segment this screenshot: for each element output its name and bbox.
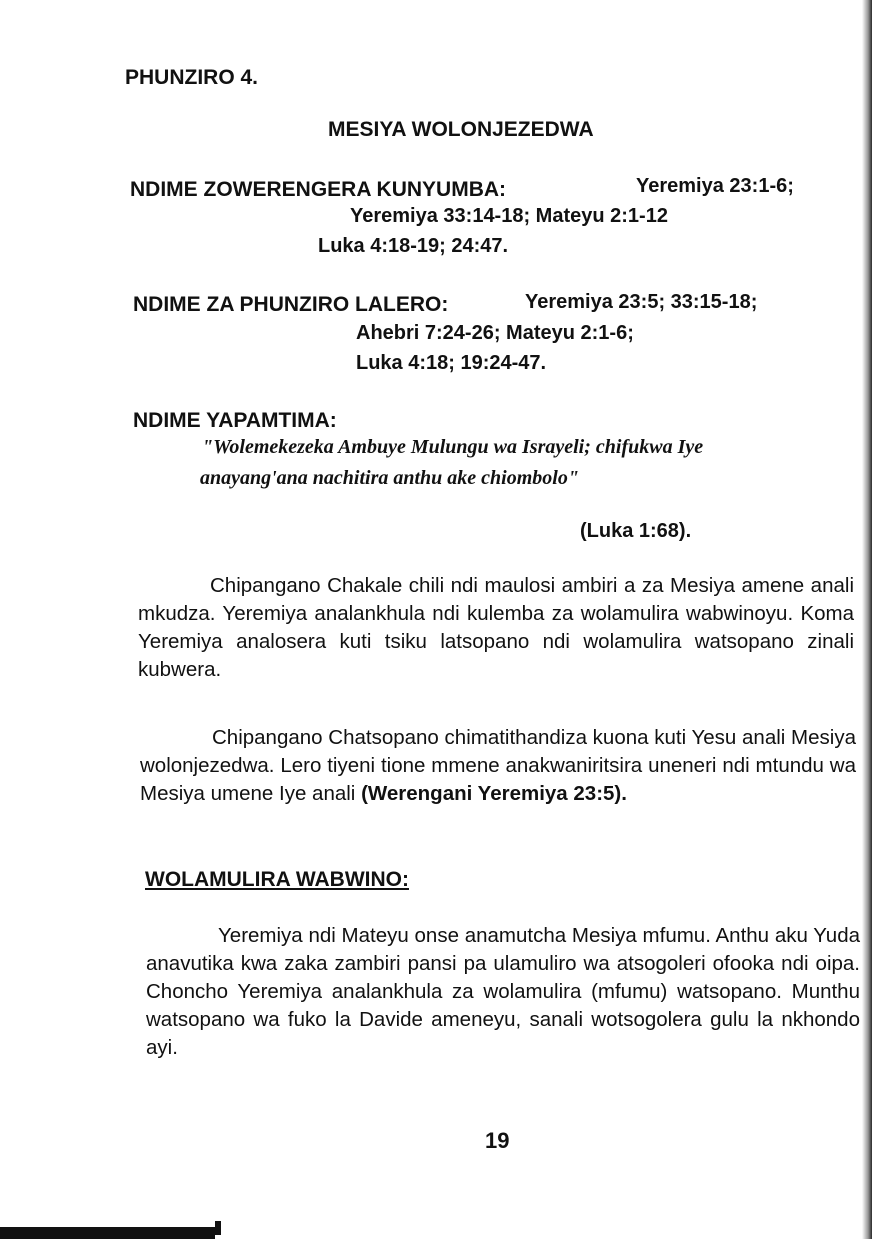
paragraph-new-testament-text: Chipangano Chatsopano chimatithandiza kuona kuti Yesu anali Mesiya wolonjezedwa. Lero tiyeni tione mmene anakwaniritsira uneneri ndi mtundu wa Mesiya umene Iye anali bbox=[140, 726, 856, 805]
memory-verse-quote-line2: anayang'ana nachitira anthu ake chiombolo" bbox=[200, 467, 579, 489]
paragraph-good-ruler-text: Yeremiya ndi Mateyu onse anamutcha Mesiya mfumu. Anthu aku Yuda anavutika kwa zaka zambiri pansi pa ulamuliro wa atsogoleri ofooka ndi oipa. Choncho Yeremiya analankhula za wolamulira (mfumu) watsopano. Munthu watsopano wa fuko la Davide ameneyu, sanali wotsogolera gulu la nkhondo ayi. bbox=[146, 924, 860, 1059]
memory-verse-quote-line1: "Wolemekezeka Ambuye Mulungu wa Israyeli; chifukwa Iye bbox=[202, 436, 704, 458]
background-readings-line3: Luka 4:18-19; 24:47. bbox=[318, 235, 509, 257]
page-number: 19 bbox=[485, 1128, 510, 1153]
main-title: MESIYA WOLONJEZEDWA bbox=[328, 118, 594, 141]
scan-mark-bottom bbox=[215, 1221, 221, 1235]
paragraph-old-testament bbox=[138, 572, 854, 684]
paragraph-old-testament-text: Chipangano Chakale chili ndi maulosi ambiri a za Mesiya amene anali mkudza. Yeremiya analankhula ndi kulemba za wolamulira wabwinoyu. Koma Yeremiya analosera kuti tsiku latsopano ndi wolamulira watsopano zinali kubwera. bbox=[138, 574, 854, 681]
scan-shadow-bottom bbox=[0, 1227, 215, 1239]
lesson-texts-line2: Ahebri 7:24-26; Mateyu 2:1-6; bbox=[356, 322, 634, 344]
paragraph-good-ruler bbox=[146, 922, 860, 1062]
lesson-title: PHUNZIRO 4. bbox=[125, 66, 259, 89]
memory-verse-label: NDIME YAPAMTIMA: bbox=[133, 409, 337, 432]
paragraph-new-testament bbox=[140, 724, 856, 808]
lesson-texts-line3: Luka 4:18; 19:24-47. bbox=[356, 352, 547, 374]
good-ruler-heading: WOLAMULIRA WABWINO: bbox=[145, 868, 409, 891]
lesson-texts-line1: Yeremiya 23:5; 33:15-18; bbox=[525, 291, 758, 313]
paragraph-new-testament-reference: (Werengani Yeremiya 23:5). bbox=[361, 782, 627, 805]
background-readings-line2: Yeremiya 33:14-18; Mateyu 2:1-12 bbox=[350, 205, 668, 227]
memory-verse-reference: (Luka 1:68). bbox=[580, 520, 692, 542]
scan-shadow-right bbox=[862, 0, 872, 1239]
background-readings-line1: Yeremiya 23:1-6; bbox=[636, 175, 794, 197]
background-readings-label: NDIME ZOWERENGERA KUNYUMBA: bbox=[130, 178, 507, 201]
lesson-texts-label: NDIME ZA PHUNZIRO LALERO: bbox=[133, 293, 449, 316]
